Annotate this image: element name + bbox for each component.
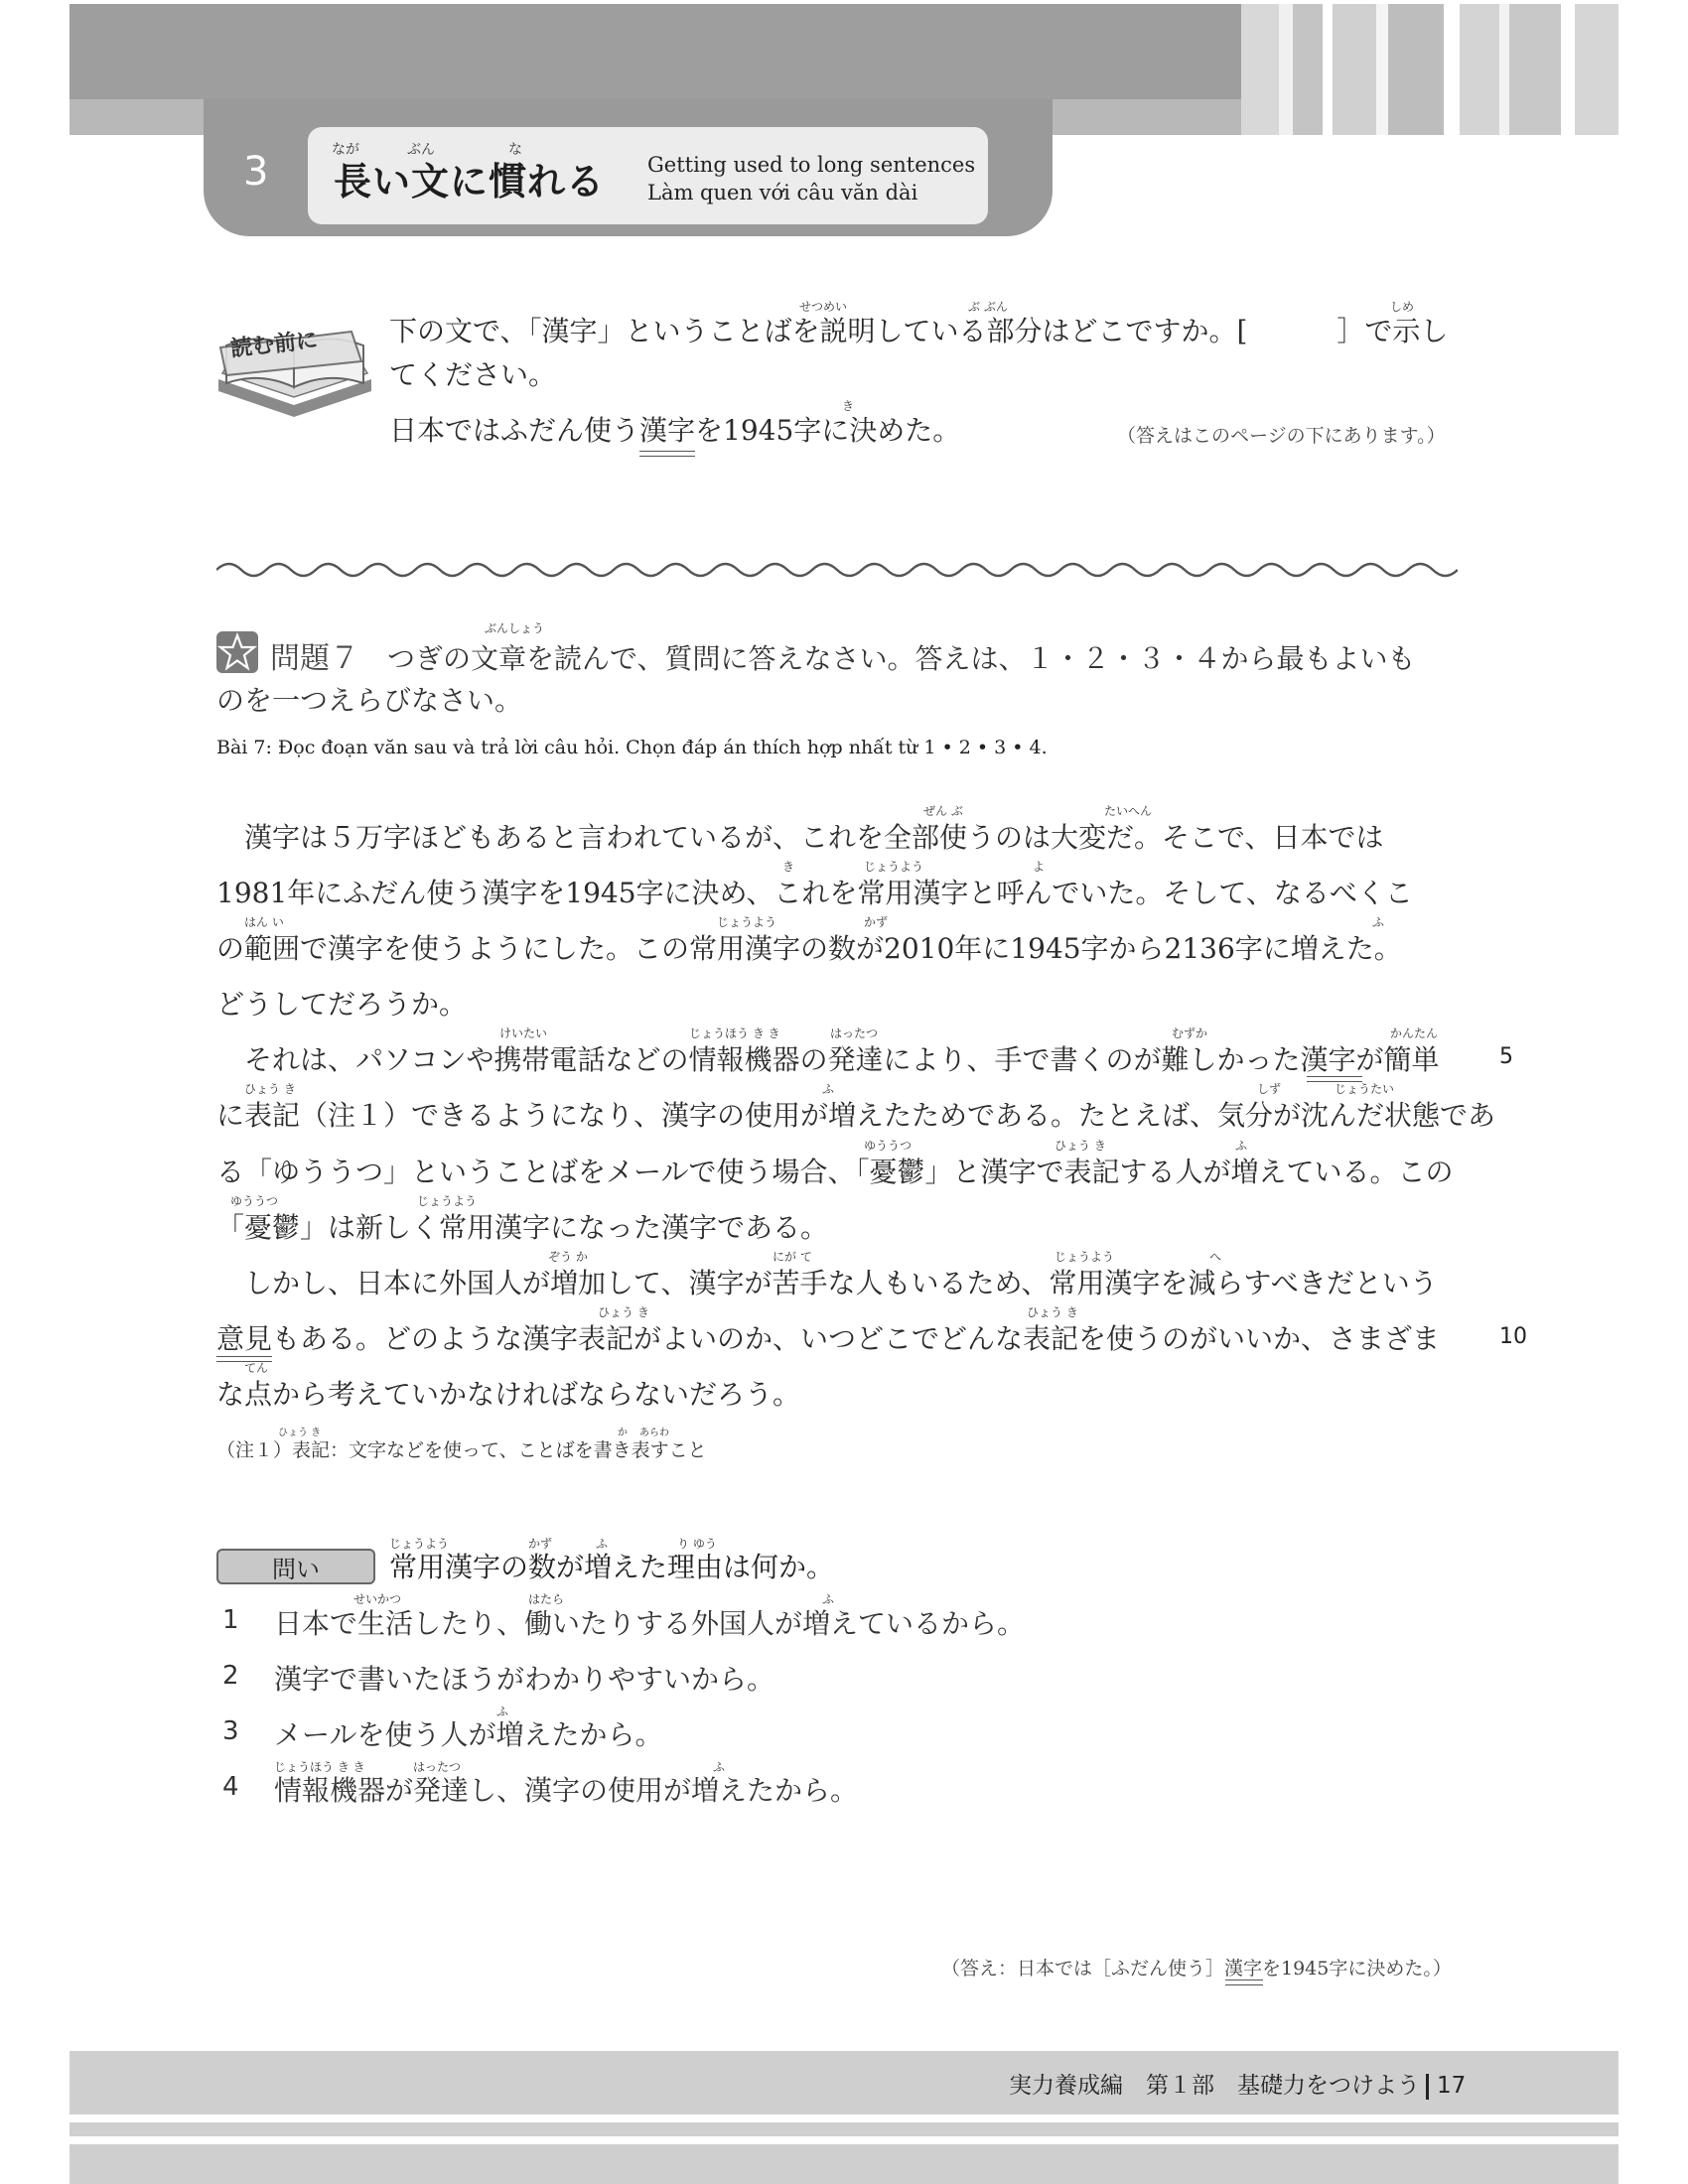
passage-line: どうしてだろうか。	[216, 988, 468, 1021]
ruby: しめ	[1390, 300, 1415, 314]
ruby: じょうほう き き	[689, 1026, 780, 1040]
footer-stripe	[70, 2144, 1618, 2184]
ruby: にが て	[773, 1250, 812, 1264]
ruby: き	[782, 860, 795, 874]
pre-reading-instruction-line2: てください。	[389, 358, 557, 391]
ruby: なが	[332, 142, 359, 158]
pre-reading-answer-hint: （答えはこのページの下にあります。）	[1117, 425, 1446, 447]
chapter-number: 3	[243, 149, 269, 195]
passage-line: 漢字は５万字ほどもあると言われているが、これを全部使うのは大変だ。そこで、日本では	[216, 821, 1384, 854]
passage-line: な点から考えていかなければならないだろう。	[216, 1378, 801, 1411]
page-number: 17	[1437, 2073, 1467, 2099]
ruby: ふ	[822, 1592, 835, 1606]
passage-line: 1981年にふだん使う漢字を1945字に決め、これを常用漢字と呼んでいた。そして、なるべくこ	[216, 877, 1413, 909]
star-icon-box	[216, 631, 258, 673]
answer-note: （答え：日本では［ふだん使う］漢字を1945字に決めた。）	[941, 1958, 1452, 1979]
option-text[interactable]: メールを使う人が増えたから。	[274, 1718, 663, 1751]
ruby: しず	[1257, 1082, 1282, 1096]
ruby: はたら	[528, 1592, 565, 1606]
problem-instruction	[270, 633, 1415, 677]
ruby: ぶ ぶん	[968, 300, 1008, 314]
ruby: よ	[1033, 860, 1046, 874]
ruby: ふ	[596, 1537, 609, 1551]
ruby: ひょう き	[598, 1305, 649, 1319]
line-number: 10	[1499, 1324, 1527, 1349]
chapter-title: 長い文に慣れる	[334, 160, 606, 204]
footer-divider	[1426, 2074, 1429, 2100]
ruby: ひょう き	[278, 1428, 322, 1438]
ruby: はったつ	[830, 1026, 879, 1040]
problem-instruction-line2: のを一つえらびなさい。	[216, 684, 523, 717]
pre-reading-instruction	[389, 310, 1448, 349]
ruby: はん い	[244, 915, 284, 929]
ruby: てん	[244, 1361, 269, 1375]
question-text: 常用漢字の数が増えた理由は何か。	[389, 1551, 835, 1583]
ruby: けいたい	[499, 1026, 548, 1040]
option-number: 3	[222, 1716, 239, 1746]
ruby: じょうほう き き	[274, 1760, 365, 1774]
wavy-divider	[216, 556, 1458, 584]
ruby: せつめい	[799, 300, 848, 314]
footnote: （注１）表記：文字などを使って、ことばを書き表すこと	[216, 1439, 707, 1461]
passage-line: それは、パソコンや携帯電話などの情報機器の発達により、手で書くのが難しかった漢字が簡単	[216, 1043, 1440, 1076]
ruby: な	[508, 142, 522, 158]
passage-line: る「ゆううつ」ということばをメールで使う場合、「憂鬱」と漢字で表記する人が増えている。この	[216, 1156, 1454, 1188]
ruby: ふ	[822, 1082, 835, 1096]
option-text[interactable]: 日本で生活したり、働いたりする外国人が増えているから。	[274, 1607, 1026, 1640]
star-icon	[216, 631, 258, 673]
problem-label: 問題７	[270, 641, 359, 676]
footer-section-title: 実力養成編 第１部 基礎力をつけよう	[1009, 2073, 1420, 2099]
option-text[interactable]: 漢字で書いたほうがわかりやすいから。	[274, 1663, 775, 1696]
passage-line: 意見もある。どのような漢字表記がよいのか、いつどこでどんな表記を使うのがいいか、さまざま	[216, 1322, 1441, 1355]
ruby: じょうよう	[717, 915, 777, 929]
option-number: 1	[222, 1605, 239, 1635]
ruby: ふ	[713, 1760, 726, 1774]
footer-stripe	[70, 2122, 1618, 2136]
ruby: ひょう き	[1027, 1305, 1078, 1319]
option-number: 2	[222, 1661, 239, 1691]
ruby: ひょう き	[244, 1082, 296, 1096]
ruby: ぶん	[407, 142, 435, 158]
passage-line: に表記（注１）できるようになり、漢字の使用が増えたためである。たとえば、気分が沈んだ状態であ	[216, 1099, 1496, 1132]
ruby: ふ	[1372, 915, 1385, 929]
ruby: へ	[1209, 1250, 1222, 1264]
pre-reading-label: 読む前に	[229, 328, 320, 362]
question-label-badge: 問い	[216, 1549, 375, 1584]
ruby: ふ	[1235, 1139, 1248, 1153]
ruby: むずか	[1172, 1026, 1208, 1040]
double-underline	[216, 1356, 272, 1362]
ruby: ひょう き	[1055, 1139, 1106, 1153]
chapter-subtitle-vi: Làm quen với câu văn dài	[647, 181, 918, 205]
passage-line: しかし、日本に外国人が増加して、漢字が苦手な人もいるため、常用漢字を減らすべきだという	[216, 1267, 1438, 1299]
passage-line: 「憂鬱」は新しく常用漢字になった漢字である。	[216, 1211, 829, 1244]
ruby: ぶんしょう	[485, 621, 545, 635]
ruby: じょうよう	[1055, 1250, 1115, 1264]
ruby: はったつ	[413, 1760, 462, 1774]
ruby: じょうよう	[864, 860, 924, 874]
pre-reading-example: 日本ではふだん使う漢字を1945字に決めた。	[389, 414, 961, 447]
footer-running-title	[1009, 2067, 1466, 2100]
ruby: あらわ	[639, 1428, 669, 1438]
header-stripes	[1241, 4, 1618, 135]
ruby: き	[842, 399, 855, 413]
ruby: ぜん ぶ	[923, 804, 963, 818]
double-underline	[1225, 1979, 1263, 1985]
problem-instruction-text: つぎの文章を読んで、質問に答えなさい。答えは、１・２・３・４から最もよいも	[387, 642, 1416, 675]
line-number: 5	[1499, 1044, 1513, 1069]
instruction-text: 下の文で、「漢字」ということばを説明している部分はどこですか。[	[389, 315, 1248, 347]
instruction-text: ］で示し	[1336, 315, 1449, 347]
ruby: じょうたい	[1335, 1082, 1395, 1096]
ruby: か	[618, 1428, 628, 1438]
ruby: じょうよう	[417, 1194, 478, 1208]
ruby: ゆううつ	[864, 1139, 913, 1153]
ruby: ふ	[496, 1705, 509, 1718]
passage-line: の範囲で漢字を使うようにした。この常用漢字の数が2010年に1945字から2136字に増えた。	[216, 932, 1402, 965]
problem-vietnamese: Bài 7: Đọc đoạn văn sau và trả lời câu hỏi. Chọn đáp án thích hợp nhất từ 1 • 2 • 3 • 4.	[216, 737, 1048, 758]
ruby: かず	[864, 915, 889, 929]
option-number: 4	[222, 1772, 239, 1802]
ruby: たいへん	[1104, 804, 1153, 818]
ruby: ゆううつ	[230, 1194, 279, 1208]
ruby: せいかつ	[353, 1592, 402, 1606]
double-underline	[1307, 1076, 1362, 1082]
ruby: じょうよう	[389, 1537, 450, 1551]
option-text[interactable]: 情報機器が発達し、漢字の使用が増えたから。	[274, 1774, 859, 1807]
ruby: ぞう か	[548, 1250, 588, 1264]
ruby: かず	[528, 1537, 553, 1551]
double-underline	[639, 451, 695, 457]
ruby: り ゆう	[677, 1537, 717, 1551]
ruby: かんたん	[1390, 1026, 1439, 1040]
chapter-subtitle-en: Getting used to long sentences	[647, 153, 976, 177]
